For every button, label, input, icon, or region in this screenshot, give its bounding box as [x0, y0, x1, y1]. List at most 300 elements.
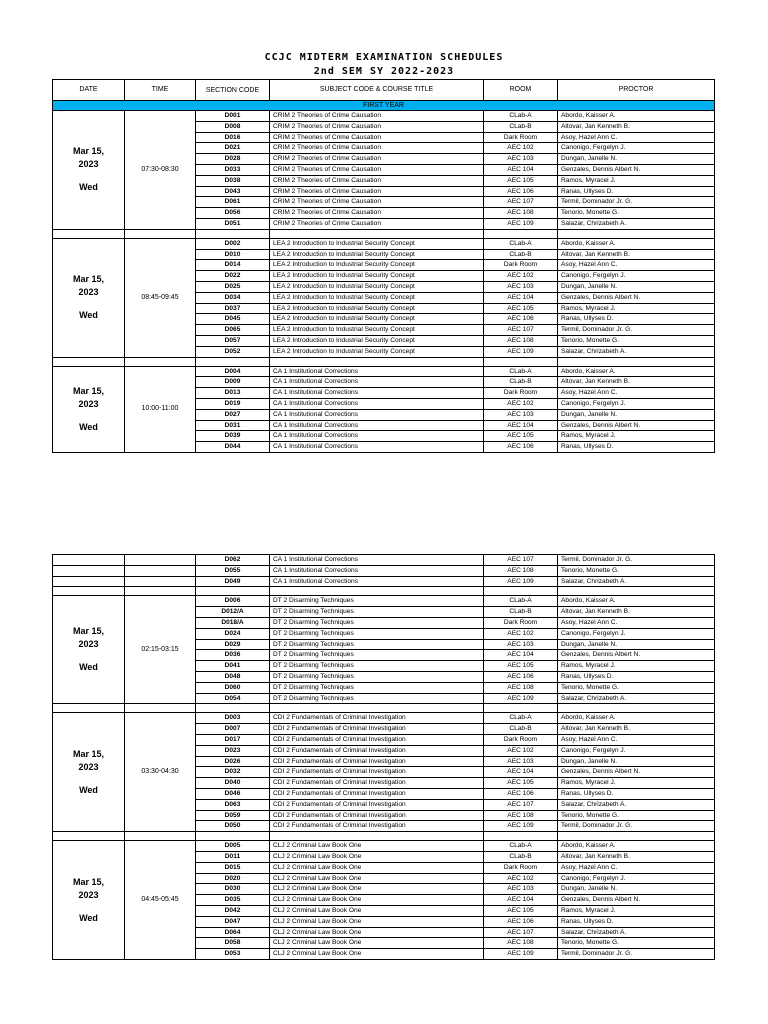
subject-cell: CRIM 2 Theories of Crime Causation [270, 175, 484, 186]
section-code-cell: D010 [196, 249, 270, 260]
subject-cell: LEA 2 Introduction to Industrial Security Concept [270, 281, 484, 292]
spacer-cell [125, 229, 196, 238]
section-code-cell: D007 [196, 724, 270, 735]
subject-cell: LEA 2 Introduction to Industrial Security Concept [270, 271, 484, 282]
spacer-row [53, 832, 715, 841]
section-code-cell: D013 [196, 388, 270, 399]
subject-cell: CLJ 2 Criminal Law Book One [270, 895, 484, 906]
subject-cell: CRIM 2 Theories of Crime Causation [270, 143, 484, 154]
subject-cell: CLJ 2 Criminal Law Book One [270, 873, 484, 884]
section-code-cell: D051 [196, 218, 270, 229]
section-code-cell: D009 [196, 377, 270, 388]
subject-cell: DT 2 Disarming Techniques [270, 639, 484, 650]
spacer-cell [558, 832, 715, 841]
section-code-cell: D039 [196, 431, 270, 442]
spacer-cell [270, 704, 484, 713]
date-year: 2023 [78, 639, 99, 650]
section-code-cell: D041 [196, 661, 270, 672]
date-month-day: Mar 15, [72, 146, 105, 157]
column-header-section-code: SECTION CODE [196, 80, 270, 101]
spacer-cell [53, 229, 125, 238]
subject-cell: CA 1 Institutional Corrections [270, 576, 484, 587]
time-slot-cell: 02:15-03:15 [125, 596, 196, 704]
spacer-cell [53, 832, 125, 841]
proctor-cell: Genzales, Dennis Albert N. [558, 895, 715, 906]
spacer-row [53, 704, 715, 713]
subject-cell: CDI 2 Fundamentals of Criminal Investigation [270, 788, 484, 799]
spacer-row [53, 357, 715, 366]
spacer-cell [125, 832, 196, 841]
proctor-cell: Canonigo, Fergelyn J. [558, 398, 715, 409]
date-month-day: Mar 15, [72, 274, 105, 285]
room-cell: AEC 104 [484, 292, 558, 303]
spacer-cell [196, 357, 270, 366]
proctor-cell: Asoy, Hazel Ann C. [558, 388, 715, 399]
date-weekday: Wed [79, 662, 98, 673]
schedule-table-page-1 [52, 79, 715, 453]
section-code-cell: D049 [196, 576, 270, 587]
subject-cell: DT 2 Disarming Techniques [270, 617, 484, 628]
proctor-cell: Abordo, Kaisser A. [558, 596, 715, 607]
subject-cell: CA 1 Institutional Corrections [270, 409, 484, 420]
subject-cell: CA 1 Institutional Corrections [270, 398, 484, 409]
proctor-cell: Salazar, Chrizabeth A. [558, 576, 715, 587]
proctor-cell: Genzales, Dennis Albert N. [558, 164, 715, 175]
section-code-cell: D023 [196, 745, 270, 756]
room-cell: AEC 105 [484, 303, 558, 314]
section-code-cell: D004 [196, 366, 270, 377]
room-cell: CLab-A [484, 111, 558, 122]
section-code-cell: D024 [196, 628, 270, 639]
section-code-cell: D043 [196, 186, 270, 197]
subject-cell: CRIM 2 Theories of Crime Causation [270, 111, 484, 122]
room-cell: AEC 108 [484, 810, 558, 821]
proctor-cell: Asoy, Hazel Ann C. [558, 734, 715, 745]
room-cell: CLab-B [484, 121, 558, 132]
room-cell: Dark Room [484, 862, 558, 873]
proctor-cell: Dungan, Janelle N. [558, 154, 715, 165]
time-slot-cell: 08:45-09:45 [125, 238, 196, 357]
column-header-time: TIME [125, 80, 196, 101]
date-spacer [55, 171, 122, 181]
date-cell [53, 111, 125, 230]
subject-cell: DT 2 Disarming Techniques [270, 607, 484, 618]
table-header-row [53, 80, 715, 101]
spacer-row [53, 229, 715, 238]
proctor-cell: Termil, Dominador Jr. G. [558, 949, 715, 960]
section-code-cell: D042 [196, 905, 270, 916]
date-year: 2023 [78, 398, 99, 409]
spacer-cell [53, 357, 125, 366]
spacer-cell [125, 587, 196, 596]
proctor-cell: Tenorio, Monette G. [558, 938, 715, 949]
room-cell: CLab-B [484, 377, 558, 388]
room-cell: CLab-A [484, 238, 558, 249]
proctor-cell: Salazar, Chrizabeth A. [558, 927, 715, 938]
room-cell: AEC 103 [484, 884, 558, 895]
section-code-cell: D021 [196, 143, 270, 154]
subject-cell: LEA 2 Introduction to Industrial Security Concept [270, 314, 484, 325]
date-spacer [55, 774, 122, 784]
schedule-table-page-2 [52, 554, 715, 960]
spacer-cell [125, 357, 196, 366]
subject-cell: CA 1 Institutional Corrections [270, 388, 484, 399]
spacer-cell [558, 704, 715, 713]
time-slot-cell: 07:30-08:30 [125, 111, 196, 230]
section-code-cell: D054 [196, 693, 270, 704]
proctor-cell: Dungan, Janelle N. [558, 281, 715, 292]
date-month-day: Mar 15, [72, 748, 105, 759]
spacer-cell [196, 229, 270, 238]
proctor-cell: Termil, Dominador Jr. G. [558, 325, 715, 336]
proctor-cell: Dungan, Janelle N. [558, 639, 715, 650]
subject-cell: CLJ 2 Criminal Law Book One [270, 851, 484, 862]
proctor-cell: Dungan, Janelle N. [558, 756, 715, 767]
section-code-cell: D018/A [196, 617, 270, 628]
section-code-cell: D055 [196, 565, 270, 576]
section-code-cell: D037 [196, 303, 270, 314]
proctor-cell: Abordo, Kaisser A. [558, 841, 715, 852]
room-cell: Dark Room [484, 734, 558, 745]
proctor-cell: Ranas, Ullyses D. [558, 442, 715, 453]
document-subtitle: 2nd SEM SY 2022-2023 [313, 66, 455, 77]
table-row [53, 555, 715, 566]
proctor-cell: Canonigo, Fergelyn J. [558, 271, 715, 282]
subject-cell: DT 2 Disarming Techniques [270, 682, 484, 693]
room-cell: AEC 106 [484, 788, 558, 799]
room-cell: AEC 105 [484, 661, 558, 672]
subject-cell: CLJ 2 Criminal Law Book One [270, 862, 484, 873]
subject-cell: CDI 2 Fundamentals of Criminal Investigation [270, 767, 484, 778]
section-code-cell: D016 [196, 132, 270, 143]
proctor-cell: Salazar, Chrizabeth A. [558, 693, 715, 704]
proctor-cell: Ramos, Myracel J. [558, 175, 715, 186]
spacer-cell [53, 704, 125, 713]
section-code-cell: D011 [196, 851, 270, 862]
date-month-day: Mar 15, [72, 876, 105, 887]
section-code-cell: D053 [196, 949, 270, 960]
section-code-cell: D033 [196, 164, 270, 175]
section-code-cell: D064 [196, 927, 270, 938]
section-code-cell: D058 [196, 938, 270, 949]
section-code-cell: D056 [196, 208, 270, 219]
table-row [53, 596, 715, 607]
subject-cell: CLJ 2 Criminal Law Book One [270, 916, 484, 927]
room-cell: AEC 104 [484, 164, 558, 175]
proctor-cell: Dungan, Janelle N. [558, 409, 715, 420]
subject-cell: CDI 2 Fundamentals of Criminal Investigation [270, 778, 484, 789]
room-cell: AEC 104 [484, 420, 558, 431]
section-code-cell: D031 [196, 420, 270, 431]
room-cell: AEC 109 [484, 821, 558, 832]
proctor-cell: Salazar, Chrizabeth A. [558, 346, 715, 357]
subject-cell: CDI 2 Fundamentals of Criminal Investigation [270, 799, 484, 810]
room-cell: AEC 107 [484, 927, 558, 938]
proctor-cell: Asoy, Hazel Ann C. [558, 617, 715, 628]
proctor-cell: Abordo, Kaisser A. [558, 713, 715, 724]
proctor-cell: Tenorio, Monette G. [558, 682, 715, 693]
proctor-cell: Termil, Dominador Jr. G. [558, 821, 715, 832]
spacer-cell [53, 587, 125, 596]
room-cell: AEC 108 [484, 565, 558, 576]
table-row [53, 576, 715, 587]
subject-cell: DT 2 Disarming Techniques [270, 596, 484, 607]
section-code-cell: D028 [196, 154, 270, 165]
empty-date-cell [53, 555, 125, 566]
room-cell: AEC 109 [484, 949, 558, 960]
spacer-cell [270, 832, 484, 841]
subject-cell: CA 1 Institutional Corrections [270, 555, 484, 566]
spacer-cell [484, 229, 558, 238]
subject-cell: CLJ 2 Criminal Law Book One [270, 927, 484, 938]
subject-cell: CRIM 2 Theories of Crime Causation [270, 154, 484, 165]
proctor-cell: Tenorio, Monette G. [558, 565, 715, 576]
empty-time-cell [125, 565, 196, 576]
room-cell: CLab-A [484, 366, 558, 377]
date-weekday: Wed [79, 421, 98, 432]
section-code-cell: D020 [196, 873, 270, 884]
section-code-cell: D001 [196, 111, 270, 122]
spacer-cell [196, 587, 270, 596]
section-code-cell: D032 [196, 767, 270, 778]
column-header-proctor: PROCTOR [558, 80, 715, 101]
section-code-cell: D012/A [196, 607, 270, 618]
room-cell: AEC 104 [484, 650, 558, 661]
room-cell: AEC 107 [484, 555, 558, 566]
room-cell: Dark Room [484, 388, 558, 399]
proctor-cell: Altovar, Jan Kenneth B. [558, 607, 715, 618]
section-code-cell: D029 [196, 639, 270, 650]
section-code-cell: D052 [196, 346, 270, 357]
room-cell: AEC 102 [484, 143, 558, 154]
section-code-cell: D059 [196, 810, 270, 821]
time-slot-cell: 10:00-11:00 [125, 366, 196, 452]
table-row [53, 238, 715, 249]
section-code-cell: D044 [196, 442, 270, 453]
proctor-cell: Canonigo, Fergelyn J. [558, 873, 715, 884]
room-cell: AEC 103 [484, 409, 558, 420]
proctor-cell: Termil, Dominador Jr. G. [558, 197, 715, 208]
room-cell: AEC 109 [484, 218, 558, 229]
spacer-cell [558, 229, 715, 238]
room-cell: Dark Room [484, 260, 558, 271]
spacer-cell [484, 587, 558, 596]
room-cell: CLab-B [484, 724, 558, 735]
section-code-cell: D062 [196, 555, 270, 566]
proctor-cell: Canonigo, Fergelyn J. [558, 143, 715, 154]
spacer-cell [270, 229, 484, 238]
proctor-cell: Ramos, Myracel J. [558, 778, 715, 789]
proctor-cell: Ranas, Ullyses D. [558, 916, 715, 927]
column-header-date: DATE [53, 80, 125, 101]
proctor-cell: Salazar, Chrizabeth A. [558, 799, 715, 810]
subject-cell: CDI 2 Fundamentals of Criminal Investigation [270, 734, 484, 745]
subject-cell: DT 2 Disarming Techniques [270, 650, 484, 661]
column-header-subject: SUBJECT CODE & COURSE TITLE [270, 80, 484, 101]
section-code-cell: D040 [196, 778, 270, 789]
date-weekday: Wed [79, 912, 98, 923]
subject-cell: CDI 2 Fundamentals of Criminal Investigation [270, 810, 484, 821]
subject-cell: CA 1 Institutional Corrections [270, 442, 484, 453]
section-code-cell: D027 [196, 409, 270, 420]
subject-cell: LEA 2 Introduction to Industrial Security Concept [270, 238, 484, 249]
room-cell: AEC 109 [484, 693, 558, 704]
subject-cell: LEA 2 Introduction to Industrial Security Concept [270, 325, 484, 336]
date-month-day: Mar 15, [72, 385, 105, 396]
section-code-cell: D008 [196, 121, 270, 132]
subject-cell: CA 1 Institutional Corrections [270, 431, 484, 442]
date-month-day: Mar 15, [72, 626, 105, 637]
room-cell: AEC 107 [484, 197, 558, 208]
room-cell: AEC 108 [484, 208, 558, 219]
section-code-cell: D030 [196, 884, 270, 895]
room-cell: AEC 106 [484, 314, 558, 325]
date-cell [53, 366, 125, 452]
subject-cell: LEA 2 Introduction to Industrial Security Concept [270, 292, 484, 303]
subject-cell: CDI 2 Fundamentals of Criminal Investigation [270, 713, 484, 724]
date-spacer [55, 299, 122, 309]
subject-cell: CRIM 2 Theories of Crime Causation [270, 208, 484, 219]
spacer-cell [270, 357, 484, 366]
section-code-cell: D057 [196, 335, 270, 346]
date-spacer [55, 411, 122, 421]
room-cell: Dark Room [484, 617, 558, 628]
date-spacer [55, 902, 122, 912]
room-cell: AEC 104 [484, 895, 558, 906]
room-cell: CLab-B [484, 851, 558, 862]
proctor-cell: Canonigo, Fergelyn J. [558, 745, 715, 756]
proctor-cell: Altovar, Jan Kenneth B. [558, 121, 715, 132]
section-code-cell: D005 [196, 841, 270, 852]
room-cell: AEC 108 [484, 682, 558, 693]
section-code-cell: D063 [196, 799, 270, 810]
date-spacer [55, 651, 122, 661]
subject-cell: CDI 2 Fundamentals of Criminal Investigation [270, 745, 484, 756]
section-code-cell: D034 [196, 292, 270, 303]
room-cell: Dark Room [484, 132, 558, 143]
section-code-cell: D061 [196, 197, 270, 208]
proctor-cell: Termil, Dominador Jr. G. [558, 555, 715, 566]
room-cell: AEC 102 [484, 745, 558, 756]
spacer-cell [484, 704, 558, 713]
proctor-cell: Salazar, Chrizabeth A. [558, 218, 715, 229]
date-cell [53, 238, 125, 357]
proctor-cell: Ranas, Ullyses D. [558, 186, 715, 197]
subject-cell: LEA 2 Introduction to Industrial Security Concept [270, 303, 484, 314]
room-cell: AEC 108 [484, 938, 558, 949]
subject-cell: DT 2 Disarming Techniques [270, 661, 484, 672]
proctor-cell: Ramos, Myracel J. [558, 661, 715, 672]
table-row [53, 111, 715, 122]
room-cell: AEC 107 [484, 799, 558, 810]
empty-time-cell [125, 576, 196, 587]
room-cell: CLab-A [484, 596, 558, 607]
section-code-cell: D045 [196, 314, 270, 325]
subject-cell: CA 1 Institutional Corrections [270, 420, 484, 431]
room-cell: CLab-B [484, 607, 558, 618]
date-year: 2023 [78, 889, 99, 900]
subject-cell: LEA 2 Introduction to Industrial Security Concept [270, 335, 484, 346]
section-code-cell: D006 [196, 596, 270, 607]
date-cell [53, 596, 125, 704]
document-title: CCJC MIDTERM EXAMINATION SCHEDULES [264, 52, 504, 63]
proctor-cell: Abordo, Kaisser A. [558, 111, 715, 122]
room-cell: AEC 109 [484, 576, 558, 587]
section-code-cell: D026 [196, 756, 270, 767]
spacer-cell [196, 704, 270, 713]
section-code-cell: D048 [196, 671, 270, 682]
room-cell: AEC 108 [484, 335, 558, 346]
subject-cell: CLJ 2 Criminal Law Book One [270, 949, 484, 960]
proctor-cell: Abordo, Kaisser A. [558, 238, 715, 249]
spacer-cell [125, 704, 196, 713]
room-cell: AEC 103 [484, 154, 558, 165]
proctor-cell: Tenorio, Monette G. [558, 335, 715, 346]
proctor-cell: Asoy, Hazel Ann C. [558, 260, 715, 271]
section-code-cell: D050 [196, 821, 270, 832]
spacer-row [53, 587, 715, 596]
section-code-cell: D065 [196, 325, 270, 336]
date-cell [53, 713, 125, 832]
room-cell: AEC 105 [484, 431, 558, 442]
date-year: 2023 [78, 761, 99, 772]
proctor-cell: Ramos, Myracel J. [558, 431, 715, 442]
proctor-cell: Ramos, Myracel J. [558, 905, 715, 916]
proctor-cell: Genzales, Dennis Albert N. [558, 767, 715, 778]
proctor-cell: Altovar, Jan Kenneth B. [558, 851, 715, 862]
subject-cell: CLJ 2 Criminal Law Book One [270, 884, 484, 895]
spacer-cell [484, 357, 558, 366]
proctor-cell: Altovar, Jan Kenneth B. [558, 249, 715, 260]
room-cell: AEC 105 [484, 175, 558, 186]
subject-cell: CA 1 Institutional Corrections [270, 366, 484, 377]
time-slot-cell: 03:30-04:30 [125, 713, 196, 832]
year-band-row [53, 101, 715, 111]
room-cell: AEC 106 [484, 671, 558, 682]
subject-cell: CLJ 2 Criminal Law Book One [270, 905, 484, 916]
proctor-cell: Dungan, Janelle N. [558, 884, 715, 895]
time-slot-cell: 04:45-05:45 [125, 841, 196, 960]
spacer-cell [270, 587, 484, 596]
proctor-cell: Canonigo, Fergelyn J. [558, 628, 715, 639]
room-cell: AEC 103 [484, 281, 558, 292]
date-weekday: Wed [79, 182, 98, 193]
room-cell: AEC 102 [484, 628, 558, 639]
column-header-room: ROOM [484, 80, 558, 101]
proctor-cell: Genzales, Dennis Albert N. [558, 292, 715, 303]
empty-date-cell [53, 576, 125, 587]
date-weekday: Wed [79, 310, 98, 321]
date-year: 2023 [78, 159, 99, 170]
table-row [53, 713, 715, 724]
section-code-cell: D017 [196, 734, 270, 745]
subject-cell: LEA 2 Introduction to Industrial Security Concept [270, 249, 484, 260]
section-code-cell: D015 [196, 862, 270, 873]
proctor-cell: Genzales, Dennis Albert N. [558, 650, 715, 661]
empty-date-cell [53, 565, 125, 576]
subject-cell: CRIM 2 Theories of Crime Causation [270, 197, 484, 208]
subject-cell: CA 1 Institutional Corrections [270, 377, 484, 388]
table-row [53, 841, 715, 852]
room-cell: AEC 102 [484, 873, 558, 884]
room-cell: AEC 106 [484, 186, 558, 197]
room-cell: AEC 106 [484, 916, 558, 927]
subject-cell: CLJ 2 Criminal Law Book One [270, 938, 484, 949]
room-cell: AEC 102 [484, 398, 558, 409]
section-code-cell: D038 [196, 175, 270, 186]
proctor-cell: Tenorio, Monette G. [558, 208, 715, 219]
room-cell: CLab-B [484, 249, 558, 260]
